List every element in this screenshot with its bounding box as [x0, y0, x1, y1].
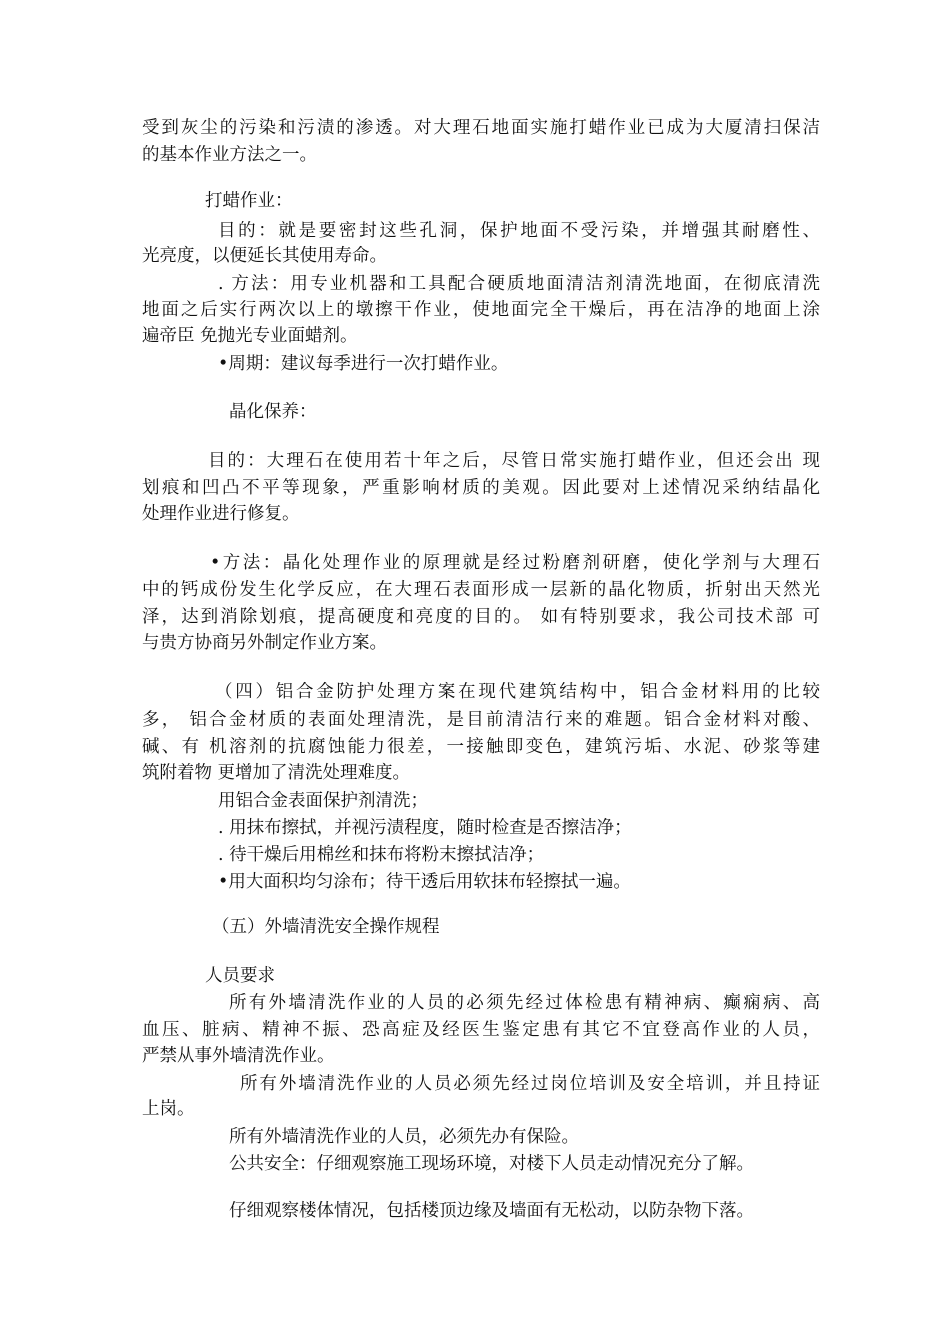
section-heading: 晶化保养： — [229, 402, 317, 422]
list-item: •用大面积均匀涂布；待干透后用软抹布轻擦拭一遍。 — [218, 872, 631, 892]
paragraph-line: 多， 铝合金材质的表面处理清洗，是目前清洁行来的难题。铝合金材料对酸、 — [142, 710, 820, 730]
paragraph-line: 光亮度，以便延长其使用寿命。 — [142, 246, 387, 266]
section-heading: 打蜡作业： — [205, 191, 293, 211]
paragraph-line: •周期：建议每季进行一次打蜡作业。 — [218, 354, 509, 374]
paragraph-line: •方法：晶化处理作业的原理就是经过粉磨剂研磨，使化学剂与大理石 — [210, 553, 820, 573]
paragraph-line: 目的：就是要密封这些孔洞，保护地面不受污染，并增强其耐磨性、 — [218, 221, 820, 241]
paragraph-line: 受到灰尘的污染和污渍的渗透。对大理石地面实施打蜡作业已成为大厦清扫保洁 — [142, 118, 820, 138]
list-item: . 用抹布擦拭，并视污渍程度，随时检查是否擦洁净； — [218, 818, 632, 838]
paragraph-line: （四）铝合金防护处理方案在现代建筑结构中，铝合金材料用的比较 — [215, 682, 820, 702]
paragraph-line: 遍帝臣 免抛光专业面蜡剂。 — [142, 326, 358, 346]
paragraph-line: . 方法：用专业机器和工具配合硬质地面清洁剂清洗地面，在彻底清洗 — [218, 274, 820, 294]
paragraph-line: 所有外墙清洗作业的人员的必须先经过体检患有精神病、癫痫病、高 — [229, 993, 820, 1013]
paragraph-line: 中的钙成份发生化学反应，在大理石表面形成一层新的晶化物质，折射出天然光 — [142, 580, 820, 600]
paragraph-line: 泽，达到消除划痕，提高硬度和亮度的目的。 如有特别要求，我公司技术部 可 — [142, 607, 820, 627]
paragraph-line: 公共安全：仔细观察施工现场环境，对楼下人员走动情况充分了解。 — [229, 1154, 754, 1174]
paragraph-line: 严禁从事外墙清洗作业。 — [142, 1046, 335, 1066]
paragraph-line: 血压、脏病、精神不振、恐高症及经医生鉴定患有其它不宜登高作业的人员， — [142, 1020, 820, 1040]
paragraph-line: 上岗。 — [142, 1099, 195, 1119]
list-item: 用铝合金表面保护剂清洗； — [218, 791, 428, 811]
paragraph-line: 所有外墙清洗作业的人员必须先经过岗位培训及安全培训，并且持证 — [240, 1074, 820, 1094]
paragraph-line: 地面之后实行两次以上的墩擦干作业，使地面完全干燥后，再在洁净的地面上涂 — [142, 300, 820, 320]
paragraph-line: 与贵方协商另外制定作业方案。 — [142, 633, 387, 653]
paragraph-line: 筑附着物 更增加了清洗处理难度。 — [142, 763, 411, 783]
paragraph-line: 碱、有 机溶剂的抗腐蚀能力很差，一接触即变色，建筑污垢、水泥、砂浆等建 — [142, 737, 820, 757]
paragraph-line: 所有外墙清洗作业的人员，必须先办有保险。 — [229, 1127, 579, 1147]
paragraph-line: 仔细观察楼体情况，包括楼顶边缘及墙面有无松动，以防杂物下落。 — [229, 1201, 754, 1221]
paragraph-line: 划痕和凹凸不平等现象，严重影响材质的美观。因此要对上述情况采纳结晶化 — [142, 478, 820, 498]
section-heading: （五）外墙清洗安全操作规程 — [212, 917, 440, 937]
section-heading: 人员要求 — [205, 966, 275, 986]
paragraph-line: 处理作业进行修复。 — [142, 504, 300, 524]
paragraph-line: 的基本作业方法之一。 — [142, 145, 317, 165]
paragraph-line: 目的：大理石在使用若十年之后，尽管日常实施打蜡作业，但还会出 现 — [208, 451, 820, 471]
list-item: . 待干燥后用棉丝和抹布将粉末擦拭洁净； — [218, 845, 545, 865]
